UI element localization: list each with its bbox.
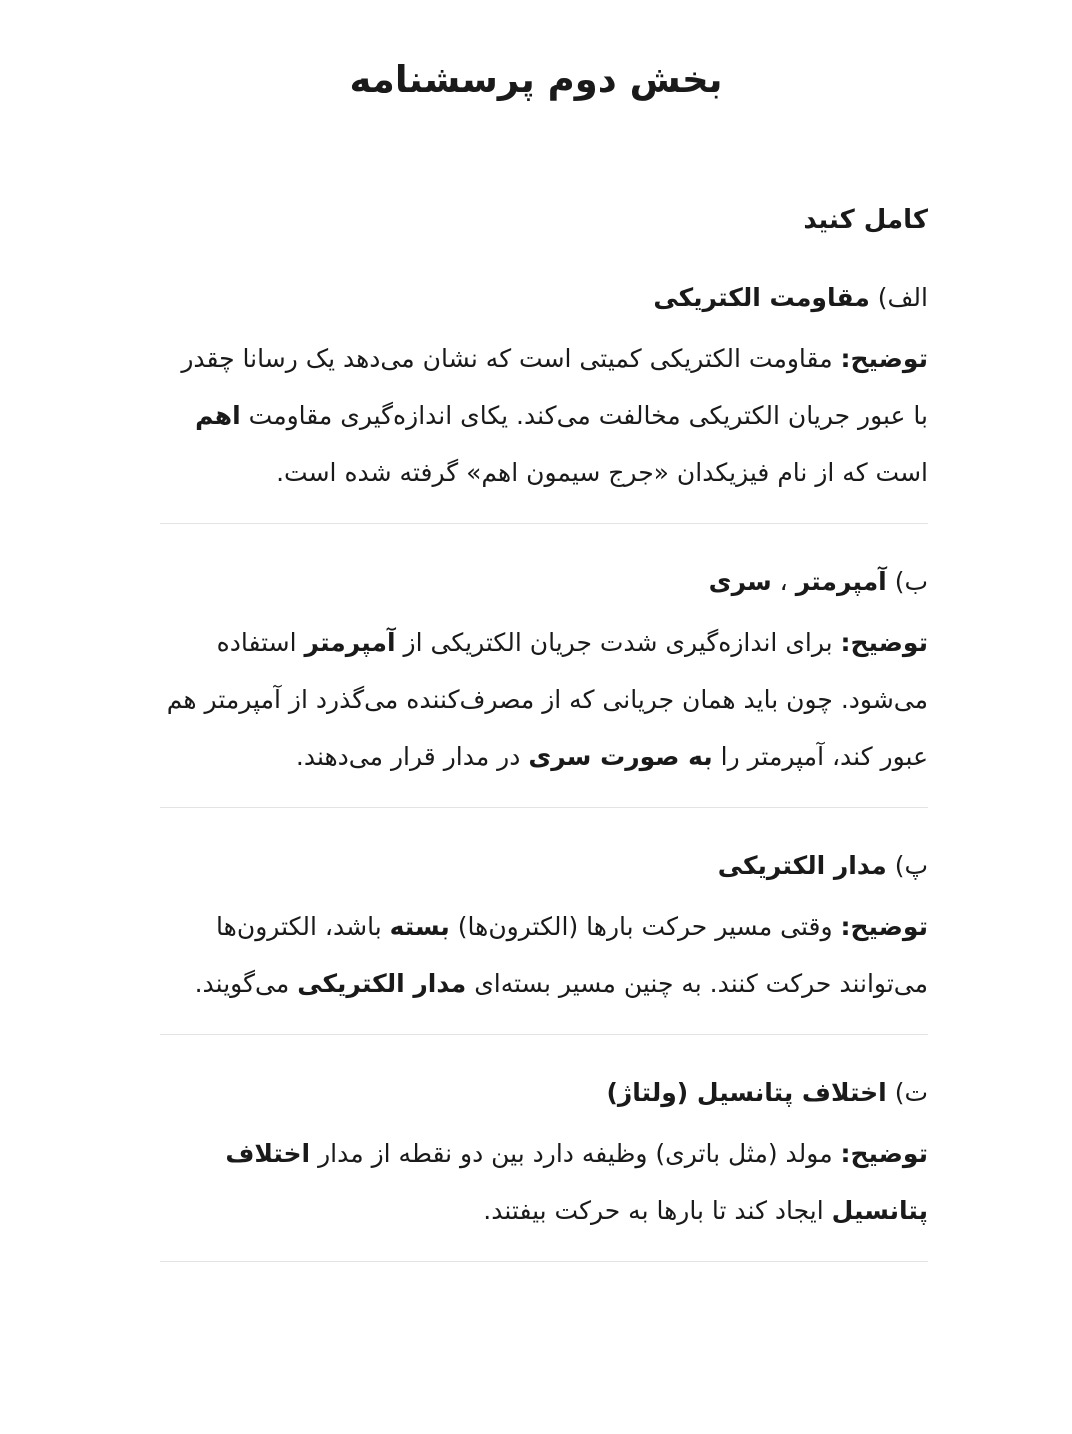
section-term-2: سری (708, 567, 772, 596)
section-letter: ت) (894, 1078, 928, 1107)
section-heading (160, 274, 928, 322)
term-separator: ، (779, 567, 788, 596)
section-letter: پ) (894, 851, 928, 880)
explanation-text: مقاومت الکتریکی کمیتی است که نشان می‌دهد یک رسانا چقدر با عبور جریان الکتریکی مخالفت می‌کند. یکای اندازه‌گیری مقاومت (181, 344, 928, 430)
section-heading (160, 842, 928, 890)
explanation-text: ایجاد کند تا بارها به حرکت بیفتند. (483, 1196, 824, 1225)
section-explanation (160, 614, 928, 785)
explanation-bold: آمپرمتر (304, 628, 396, 657)
explanation-text: مولد (مثل باتری) وظیفه دارد بین دو نقطه از مدار (318, 1139, 833, 1168)
section-heading (160, 558, 928, 606)
explain-label: توضیح: (840, 1139, 928, 1168)
explanation-text: می‌گویند. (194, 969, 290, 998)
explanation-text: است که از نام فیزیکدان «جرج سیمون اهم» گرفته شده است. (276, 458, 928, 487)
explanation-bold: به صورت سری (528, 742, 713, 771)
explain-label: توضیح: (840, 628, 928, 657)
explanation-bold: اهم (195, 401, 241, 430)
section-explanation (160, 330, 928, 501)
section-resistance (160, 274, 928, 524)
explanation-bold: اختلاف پتانسیل (225, 1139, 928, 1225)
section-explanation (160, 898, 928, 1012)
section-term: آمپرمتر (795, 567, 887, 596)
section-term: اختلاف پتانسیل (ولتاژ) (606, 1078, 887, 1107)
section-letter: ب) (894, 567, 928, 596)
instruction: کامل کنید (803, 205, 928, 235)
explanation-text: برای اندازه‌گیری شدت جریان الکتریکی از (403, 628, 833, 657)
explanation-text: باشد، الکترون‌ها می‌توانند حرکت کنند. به چنین مسیر بسته‌ای (216, 912, 928, 998)
content (160, 196, 928, 1262)
section-letter: الف) (877, 283, 928, 312)
page-title: بخش دوم پرسشنامه (349, 58, 723, 101)
section-ammeter (160, 558, 928, 808)
explanation-bold: مدار الکتریکی (297, 969, 467, 998)
section-heading (160, 1069, 928, 1117)
section-circuit (160, 842, 928, 1035)
section-term: مدار الکتریکی (717, 851, 887, 880)
explanation-text: استفاده می‌شود. چون باید همان جریانی که از مصرف‌کننده می‌گذرد از آمپرمتر هم عبور کند، آمپرمتر را (166, 628, 928, 771)
explanation-text: وقتی مسیر حرکت بارها (الکترون‌ها) (457, 912, 833, 941)
explain-label: توضیح: (840, 912, 928, 941)
explanation-text: در مدار قرار می‌دهند. (295, 742, 521, 771)
section-term: مقاومت الکتریکی (653, 283, 870, 312)
section-voltage (160, 1069, 928, 1262)
explain-label: توضیح: (840, 344, 928, 373)
explanation-bold: بسته (389, 912, 450, 941)
section-explanation (160, 1125, 928, 1239)
